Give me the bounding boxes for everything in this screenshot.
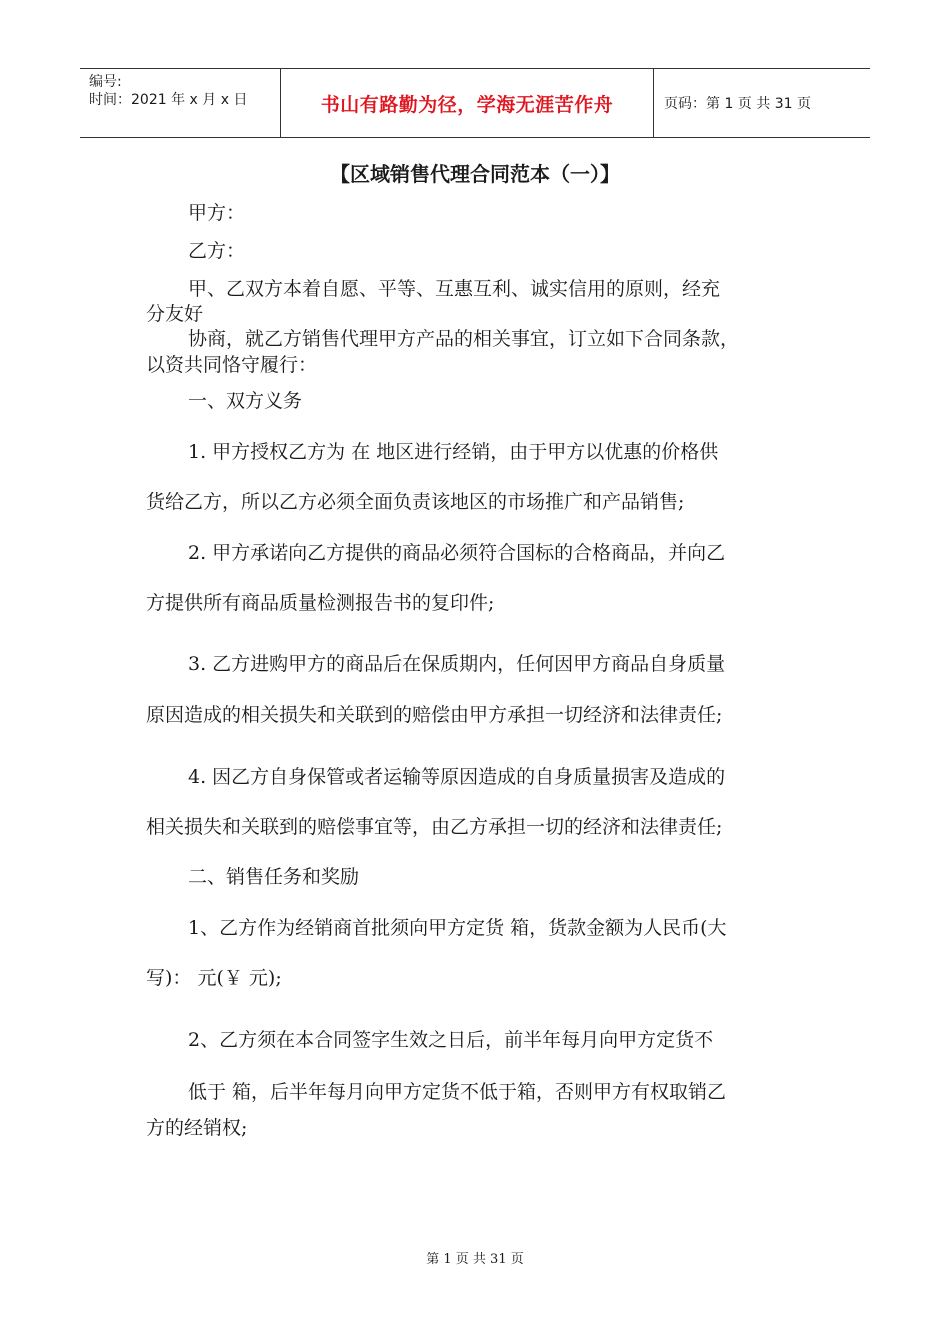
paragraph-line: 协商，就乙方销售代理甲方产品的相关事宜，订立如下合同条款， [188,328,740,350]
header-meta [80,69,281,137]
clause-line: 货给乙方，所以乙方必须全面负责该地区的市场推广和产品销售; [146,491,685,513]
paragraph-line: 分友好 [146,303,204,325]
clause-line: 相关损失和关联到的赔偿事宜等，由乙方承担一切的经济和法律责任; [146,816,723,838]
header-motto-cell [281,69,654,137]
section-heading: 二、销售任务和奖励 [188,866,360,888]
clause-line: 1、乙方作为经销商首批须向甲方定货 箱，货款金额为人民币(大 [188,917,727,939]
section-heading: 一、双方义务 [188,390,303,412]
page-footer: 第 1 页 共 31 页 [426,1252,524,1267]
party-a-line: 甲方： [188,202,246,224]
clause-line: 方的经销权; [146,1117,248,1139]
clause-line: 原因造成的相关损失和关联到的赔偿由甲方承担一切经济和法律责任; [146,704,723,726]
party-b-line: 乙方： [188,240,246,262]
page-info: 页码：第 1 页 共 31 页 [664,96,811,112]
clause-line: 1. 甲方授权乙方为 在 地区进行经销，由于甲方以优惠的价格供 [188,441,719,463]
clause-line: 3. 乙方进购甲方的商品后在保质期内，任何因甲方商品自身质量 [188,653,726,675]
number-label: 编号: [89,74,122,90]
paragraph-line: 以资共同恪守履行： [146,354,318,376]
header-table [80,68,870,138]
clause-line: 方提供所有商品质量检测报告书的复印件; [146,592,495,614]
clause-line: 2. 甲方承诺向乙方提供的商品必须符合国标的合格商品，并向乙 [188,542,726,564]
clause-line: 2、乙方须在本合同签字生效之日后，前半年每月向甲方定货不 [188,1029,714,1051]
header-page-cell [654,69,870,137]
paragraph-line: 甲、乙双方本着自愿、平等、互惠互利、诚实信用的原则，经充 [188,278,721,300]
document-title: 【区域销售代理合同范本（一）】 [330,162,620,186]
clause-line: 4. 因乙方自身保管或者运输等原因造成的自身质量损害及造成的 [188,766,726,788]
clause-line: 低于 箱，后半年每月向甲方定货不低于箱，否则甲方有权取销乙 [188,1081,727,1103]
time-label: 时间：2021 年 x 月 x 日 [89,92,248,108]
clause-line: 写)： 元(￥ 元); [146,967,282,989]
motto-text: 书山有路勤为径，学海无涯苦作舟 [320,93,614,116]
